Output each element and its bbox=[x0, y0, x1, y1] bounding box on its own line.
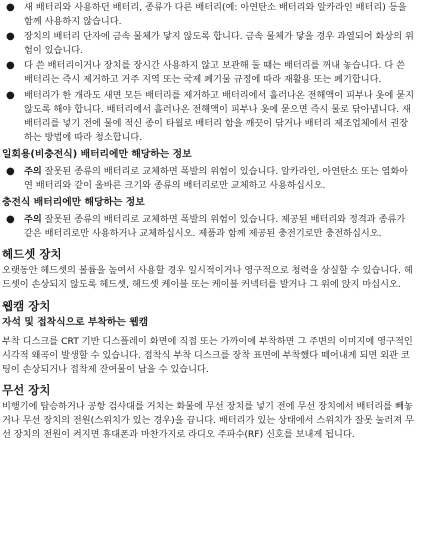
bullet-icon: ● bbox=[6, 165, 15, 177]
list-item bbox=[0, 30, 416, 58]
bullet-icon: ● bbox=[6, 89, 15, 101]
list-item-text: 배터리가 한 개라도 새면 모든 배터리를 제거하고 배터리에서 흘러나온 전해액이 피부나 옷에 묻지 않도록 해야 합니다. 배터리에서 흘러나온 전해액이 피부나 옷에 묻으면 즉시 물로 닦아냅니다. 새 배터리를 넣기 전에 물에 적신 종이 타월로 배터리 함을 깨끗이 닦거나 배터리 제조업체에서 권장하는 방법에 따라 청소합니다. bbox=[24, 89, 415, 143]
wireless-heading: 무선 장치 bbox=[2, 382, 51, 397]
list-item-text: 장치의 배터리 단자에 금속 물체가 닿지 않도록 합니다. 금속 물체가 닿을 경우 과열되어 화상의 위험이 있습니다. bbox=[24, 31, 414, 57]
caution-label: 주의 bbox=[24, 214, 42, 226]
list-item bbox=[0, 213, 416, 241]
rechargeable-battery-list bbox=[0, 213, 416, 241]
headset-body: 오랫동안 헤드셋의 볼륨을 높여서 사용할 경우 일시적이거나 영구적으로 청력을 상실할 수 있습니다. 헤드셋이 손상되지 않도록 헤드셋, 헤드셋 케이블 또는 케이블 커넥터를 발거나 그 위에 앉지 마십시오. bbox=[2, 265, 413, 291]
list-item bbox=[0, 1, 416, 29]
caution-text: 잘못된 종류의 배터리로 교체하면 폭발의 위험이 있습니다. 알카라인, 아연탄소 또는 염화아연 배터리와 같이 올바른 크기와 종류의 배터리로만 교체하고 사용하십시오. bbox=[24, 165, 409, 192]
list-item bbox=[0, 165, 416, 193]
bullet-icon: ● bbox=[6, 2, 15, 13]
list-item bbox=[0, 59, 416, 87]
rechargeable-battery-heading: 충전식 배터리에만 해당하는 정보 bbox=[2, 197, 145, 209]
disposable-battery-list bbox=[0, 165, 416, 193]
webcam-subheading: 자석 및 접착식으로 부착하는 웹캠 bbox=[2, 316, 149, 328]
list-item-text: 다 쓴 배터리이거나 장치를 장시간 사용하지 않고 보관해 둘 때는 배터리를 꺼내 놓습니다. 다 쓴 배터리는 즉시 제거하고 거주 지역 또는 국제 폐기물 규정에 따라 재활용 또는 폐기합니다. bbox=[24, 60, 406, 86]
bullet-icon: ● bbox=[6, 214, 15, 226]
bullet-icon: ● bbox=[6, 60, 15, 72]
webcam-heading: 웹캠 장치 bbox=[2, 298, 51, 313]
list-item-text: 새 배터리와 사용하던 배터리, 종류가 다른 배터리(예: 아연탄소 배터리와 알카라인 배터리) 등을 함께 사용하지 않습니다. bbox=[24, 2, 407, 28]
wireless-body: 비행기에 탑승하거나 공항 검사대를 거치는 화물에 무선 장치를 넣기 전에 무선 장치에서 배터리를 빼놓거나 무선 장치의 전원(스위치가 있는 경우)을 끕니다. 배터리가 있는 상태에서 스위치가 잘못 눌러져 무선 장치의 전원이 켜지면 휴대폰과 마찬가지로 라디오 주파수(RF) 신호를 보내게 됩니다. bbox=[2, 400, 414, 440]
caution-label: 주의 bbox=[24, 165, 42, 177]
caution-text: 잘못된 종류의 배터리로 교체하면 폭발의 위험이 있습니다. 제공된 배터리와 정격과 종류가 같은 배터리로만 사용하거나 교체하십시오. 제품과 함께 제공된 충전기로만 충전하십시오. bbox=[24, 214, 406, 240]
battery-precautions-list bbox=[0, 1, 416, 145]
webcam-body: 부착 디스크를 CRT 기반 디스플레이 화면에 직접 또는 가까이에 부착하면 그 주변의 이미지에 영구적인 시각적 왜곡이 발생할 수 있습니다. 접착식 부착 디스크를 장착 표면에 부착했다 떼어내게 되면 외관 코팅이 손상되거나 접착제 잔여물이 남을 수 있습니다. bbox=[2, 335, 413, 375]
headset-heading: 헤드셋 장치 bbox=[2, 247, 62, 262]
bullet-icon: ● bbox=[6, 31, 15, 43]
list-item bbox=[0, 89, 416, 145]
disposable-battery-heading: 일회용(비충전식) 배터리에만 해당하는 정보 bbox=[2, 148, 192, 160]
